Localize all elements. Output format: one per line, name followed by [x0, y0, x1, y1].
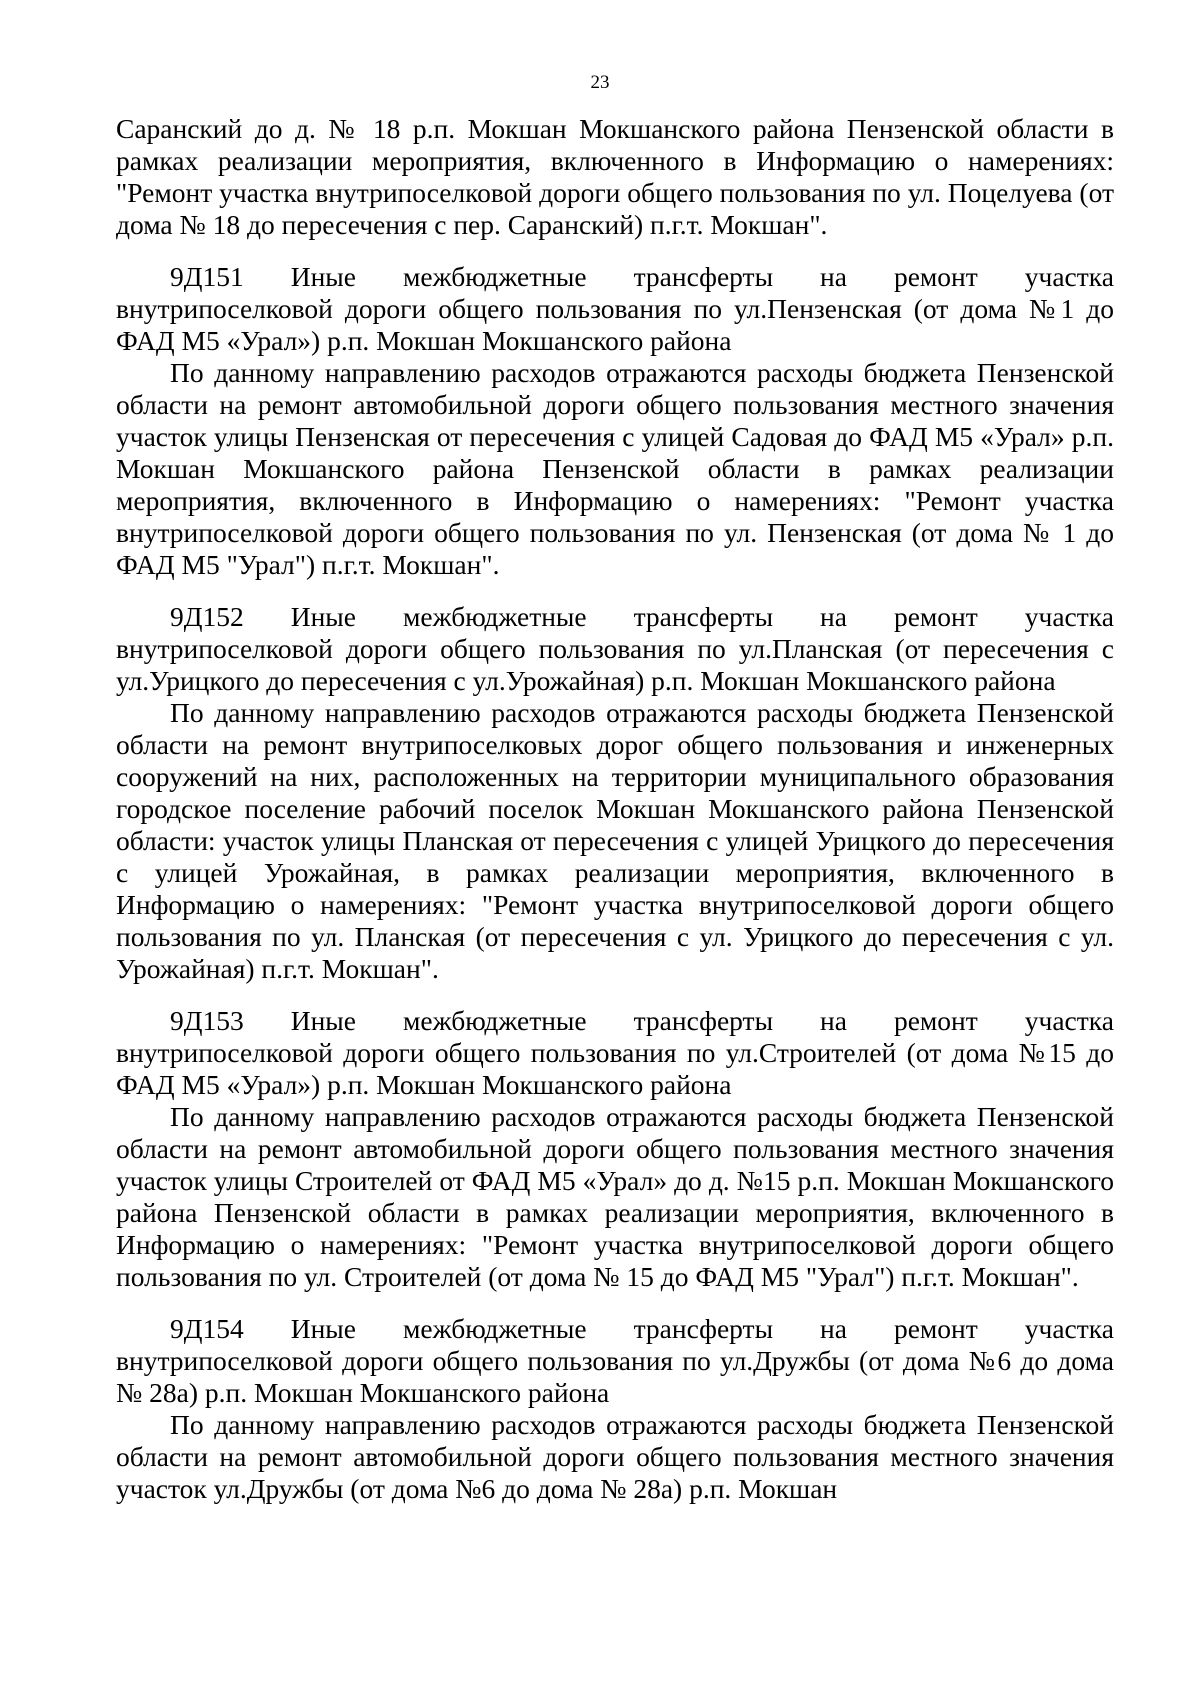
heading-word: ремонт — [893, 261, 978, 292]
heading-word: межбюджетные — [402, 1005, 587, 1036]
section-body: По данному направлению расходов отражаются расходы бюджета Пензенской области на ремонт внутрипоселковых дорог общего пользования и инженерных сооружений на них, расположенных на территории муниципального образования городское поселение рабочий поселок Мокшан Мокшанского района Пензенской области: участок улицы Планская от пересечения с улицей Урицкого до пересечения с улицей Урожайная, в рамках реализации мероприятия, включенного в Информацию о намерениях: "Ремонт участка внутрипоселковой дороги общего пользования по ул. Планская (от пересечения с ул. Урицкого до пересечения с ул. Урожайная) п.г.т. Мокшан". — [116, 697, 1114, 984]
section-heading-rest: внутрипоселковой дороги общего пользования по ул.Пензенская (от дома №1 до ФАД М5 «Урал») р.п. Мокшан Мокшанского района — [116, 293, 1114, 356]
heading-word: трансферты — [633, 601, 774, 632]
heading-word: участка — [1024, 261, 1114, 292]
section-heading-first-line — [116, 261, 1114, 293]
heading-word: на — [820, 601, 847, 632]
heading-word: участка — [1024, 601, 1114, 632]
intro-paragraph: Саранский до д. № 18 р.п. Мокшан Мокшанского района Пензенской области в рамках реализации мероприятия, включенного в Информацию о намерениях: "Ремонт участка внутрипоселковой дороги общего пользования по ул. Поцелуева (от дома № 18 до пересечения с пер. Саранский) п.г.т. Мокшан". — [116, 113, 1114, 240]
heading-word: участка — [1024, 1005, 1114, 1036]
section-heading-rest: внутрипоселковой дороги общего пользования по ул.Дружбы (от дома №6 до дома № 28а) р.п. Мокшан Мокшанского района — [116, 1345, 1114, 1408]
section-9d153 — [116, 1005, 1114, 1293]
section-heading-rest: внутрипоселковой дороги общего пользования по ул.Строителей (от дома №15 до ФАД М5 «Урал») р.п. Мокшан Мокшанского района — [116, 1037, 1114, 1100]
section-heading-first-line — [116, 1005, 1114, 1037]
heading-word: ремонт — [893, 1005, 978, 1036]
heading-word: трансферты — [633, 1313, 774, 1344]
section-body: По данному направлению расходов отражаются расходы бюджета Пензенской области на ремонт автомобильной дороги общего пользования местного значения участок улицы Пензенская от пересечения с улицей Садовая до ФАД М5 «Урал» р.п. Мокшан Мокшанского района Пензенской области в рамках реализации мероприятия, включенного в Информацию о намерениях: "Ремонт участка внутрипоселковой дороги общего пользования по ул. Пензенская (от дома № 1 до ФАД М5 "Урал") п.г.т. Мокшан". — [116, 357, 1114, 580]
heading-word: на — [820, 1313, 847, 1344]
section-code: 9Д153 — [170, 1005, 244, 1036]
section-heading-rest: внутрипоселковой дороги общего пользования по ул.Планская (от пересечения с ул.Урицкого до пересечения с ул.Урожайная) р.п. Мокшан Мокшанского района — [116, 633, 1114, 696]
section-9d151 — [116, 261, 1114, 581]
heading-word: Иные — [290, 1313, 356, 1344]
section-code: 9Д151 — [170, 261, 244, 292]
heading-word: на — [820, 261, 847, 292]
page-number: 23 — [590, 72, 610, 93]
section-code: 9Д154 — [170, 1313, 244, 1344]
heading-word: трансферты — [633, 1005, 774, 1036]
section-heading-first-line — [116, 1313, 1114, 1345]
heading-word: на — [820, 1005, 847, 1036]
section-body: По данному направлению расходов отражаются расходы бюджета Пензенской области на ремонт автомобильной дороги общего пользования местного значения участок улицы Строителей от ФАД М5 «Урал» до д. №15 р.п. Мокшан Мокшанского района Пензенской области в рамках реализации мероприятия, включенного в Информацию о намерениях: "Ремонт участка внутрипоселковой дороги общего пользования по ул. Строителей (от дома № 15 до ФАД М5 "Урал") п.г.т. Мокшан". — [116, 1101, 1114, 1292]
section-9d152 — [116, 601, 1114, 985]
heading-word: ремонт — [893, 601, 978, 632]
document-body — [116, 113, 1114, 1505]
heading-word: межбюджетные — [402, 601, 587, 632]
section-code: 9Д152 — [170, 601, 244, 632]
heading-word: Иные — [290, 1005, 356, 1036]
heading-word: Иные — [290, 601, 356, 632]
heading-word: Иные — [290, 261, 356, 292]
section-body: По данному направлению расходов отражаются расходы бюджета Пензенской области на ремонт автомобильной дороги общего пользования местного значения участок ул.Дружбы (от дома №6 до дома № 28а) р.п. Мокшан — [116, 1409, 1114, 1504]
heading-word: участка — [1024, 1313, 1114, 1344]
heading-word: трансферты — [633, 261, 774, 292]
heading-word: межбюджетные — [402, 261, 587, 292]
section-heading-first-line — [116, 601, 1114, 633]
heading-word: межбюджетные — [402, 1313, 587, 1344]
heading-word: ремонт — [893, 1313, 978, 1344]
section-9d154 — [116, 1313, 1114, 1505]
